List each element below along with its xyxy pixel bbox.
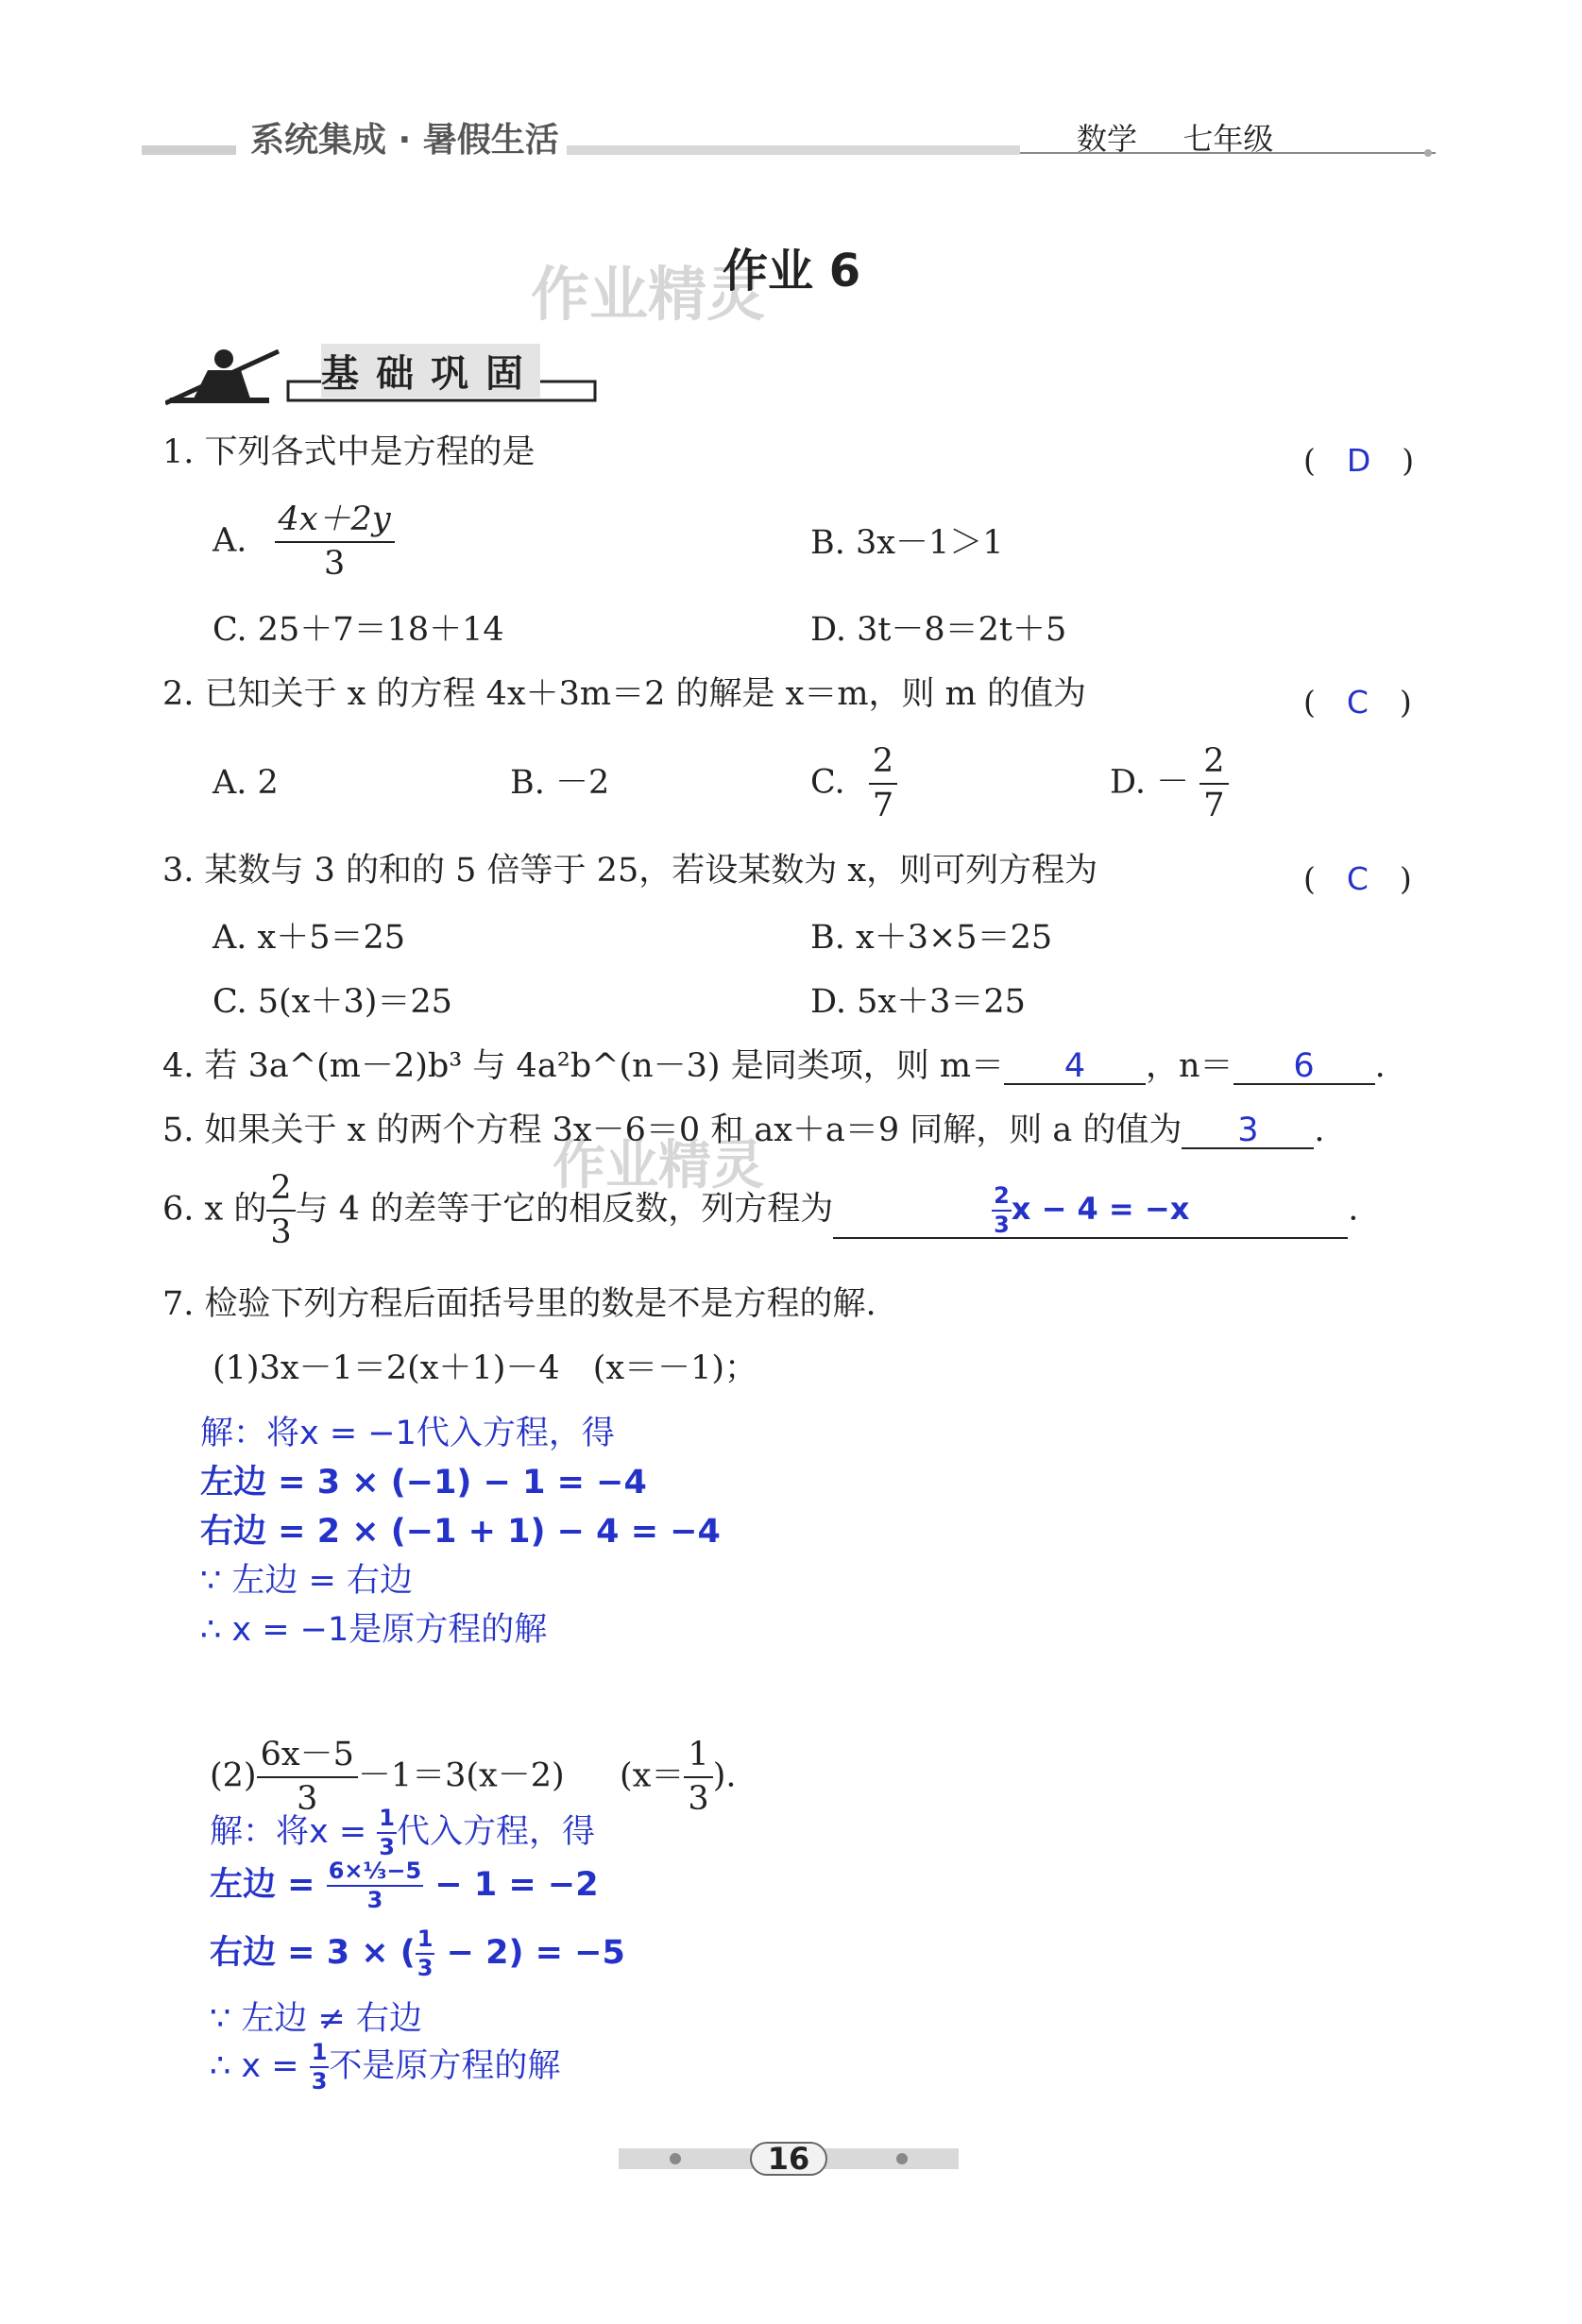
q7-p1-solution-2: 左边 = 3 × (−1) − 1 = −4 — [200, 1464, 647, 1501]
footer-ornament — [619, 2139, 959, 2177]
watermark-2: 作业精灵 — [553, 1135, 764, 1196]
grade: 七年级 — [1182, 121, 1274, 157]
q1-stem: 1. 下列各式中是方程的是 — [162, 433, 536, 471]
q1-option-b: B. 3x－1＞1 — [810, 524, 1004, 562]
q5-line: 5. 如果关于 x 的两个方程 3x－6＝0 和 ax＋a＝9 同解，则 a 的值为 3 . — [162, 1111, 1325, 1149]
q1-answer-paren: ( D ) — [1303, 442, 1415, 479]
watermark: 作业精灵 — [531, 260, 766, 329]
q1-option-c: C. 25＋7＝18＋14 — [213, 611, 504, 649]
q4-blank-n — [1233, 1047, 1375, 1085]
q2-option-b: B. －2 — [510, 764, 610, 802]
q7-p1-solution-1: 解：将x = −1代入方程，得 — [200, 1415, 615, 1452]
q4-blank-m — [1004, 1047, 1146, 1085]
q1-answer: D — [1346, 442, 1371, 479]
q2-option-a: A. 2 — [213, 764, 279, 802]
q7-part1: (1)3x－1＝2(x＋1)－4 (x＝－1)； — [213, 1349, 758, 1387]
q2-answer: C — [1346, 684, 1369, 721]
page-number: 16 — [767, 2141, 810, 2177]
q7-p2-solution-3: 右边 = 3 × ( $\frac{1}{3}$ − 2) = −5 — [210, 1925, 625, 1981]
q3-stem: 3. 某数与 3 的和的 5 倍等于 25，若设某数为 x，则可列方程为 — [162, 852, 1098, 890]
q7-p1-solution-3: 右边 = 2 × (−1 + 1) − 4 = −4 — [200, 1513, 721, 1551]
subject: 数学 — [1077, 121, 1138, 157]
q7-stem: 7. 检验下列方程后面括号里的数是不是方程的解. — [162, 1285, 876, 1323]
q7-p1-solution-5: ∴ x = −1是原方程的解 — [200, 1611, 548, 1649]
page-title: 作业 6 — [723, 245, 861, 297]
section-label: 基础巩固 — [321, 344, 540, 398]
q7-p2-solution-2: 左边 = $\frac{\text{6×⅓−5}}{3}$ − 1 = −2 — [210, 1857, 599, 1913]
q4-stem: 4. 若 3a^(m－2)b³ 与 4a²b^(n－3) 是同类项，则 m＝ — [162, 1047, 1005, 1085]
q7-p2-solution-5: ∴ x = $\frac{1}{3}$ 不是原方程的解 — [210, 2038, 561, 2095]
q5-stem: 5. 如果关于 x 的两个方程 3x－6＝0 和 ax＋a＝9 同解，则 a 的值为 — [162, 1111, 1182, 1149]
q5-answer: 3 — [1237, 1111, 1259, 1149]
q4-answer-m: 4 — [1063, 1047, 1086, 1085]
q7-p2-solution-1: 解：将x = $\frac{1}{3}$ 代入方程，得 — [210, 1804, 596, 1860]
q2-stem: 2. 已知关于 x 的方程 4x＋3m＝2 的解是 x＝m，则 m 的值为 — [162, 675, 1086, 713]
q3-answer: C — [1346, 860, 1369, 897]
q3-option-a: A. x＋5＝25 — [213, 919, 406, 957]
q5-blank — [1182, 1111, 1314, 1149]
q1-option-d: D. 3t－8＝2t＋5 — [810, 611, 1067, 649]
q1-option-a: A. $\frac{4x+2y}{3}$ — [213, 502, 395, 582]
series-title: 系统集成 · 暑假生活 — [250, 121, 559, 160]
q3-option-b: B. x＋3×5＝25 — [810, 919, 1053, 957]
header-meta — [1077, 115, 1273, 159]
q2-option-c: C. $\frac{2}{7}$ — [810, 744, 897, 823]
q3-option-c: C. 5(x＋3)＝25 — [213, 983, 452, 1021]
q3-option-d: D. 5x＋3＝25 — [810, 983, 1026, 1021]
q6-blank — [833, 1184, 1348, 1239]
q2-answer-paren: ( C ) — [1303, 684, 1412, 721]
section-header — [165, 332, 600, 408]
q6-answer: $\frac{2}{3}$ x − 4 = −x — [994, 1182, 1190, 1239]
q7-p2-solution-4: ∵ 左边 ≠ 右边 — [210, 2000, 422, 2038]
q4-line: 4. 若 3a^(m－2)b³ 与 4a²b^(n－3) 是同类项，则 m＝ 4 ，n＝ 6 . — [162, 1047, 1386, 1085]
q6-line: 6. x 的 $\frac{2}{3}$ 与 4 的差等于它的相反数，列方程为 $\frac{2}{3}$ x − 4 = −x . — [162, 1169, 1359, 1251]
q2-option-d: D. － $\frac{2}{7}$ — [1110, 744, 1229, 823]
q7-p1-solution-4: ∵ 左边 = 右边 — [200, 1562, 413, 1600]
q7-part2: (2) $\frac{6x-5}{3}$ －1＝3(x－2) (x＝ $\frac{1}{3}$ ). — [210, 1736, 737, 1818]
q4-answer-n: 6 — [1293, 1047, 1315, 1085]
q3-answer-paren: ( C ) — [1303, 860, 1412, 897]
